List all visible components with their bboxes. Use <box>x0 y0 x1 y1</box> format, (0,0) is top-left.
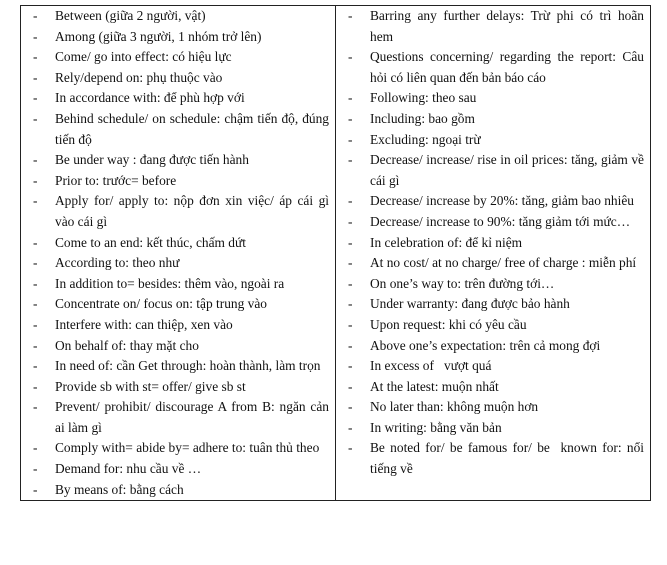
list-item <box>21 253 335 274</box>
list-item <box>21 438 335 459</box>
list-item <box>336 356 650 377</box>
right-column <box>336 6 655 501</box>
list-item <box>336 397 650 418</box>
bullet-dash: - <box>33 110 38 126</box>
bullet-dash: - <box>348 399 353 415</box>
list-item <box>21 68 335 89</box>
vocabulary-document <box>20 5 655 501</box>
list-item <box>21 27 335 48</box>
bullet-dash: - <box>348 255 353 271</box>
list-item <box>336 109 650 130</box>
vocab-entry: By means of: bằng cách <box>55 481 184 497</box>
list-item <box>21 88 335 109</box>
vocab-entry: Decrease/ increase to 90%: tăng giảm tới mức… <box>370 213 631 229</box>
vocab-entry: Including: bao gồm <box>370 110 475 126</box>
bullet-dash: - <box>348 358 353 374</box>
list-item <box>21 377 335 398</box>
bullet-dash: - <box>348 378 353 394</box>
list-item <box>21 47 335 68</box>
bullet-dash: - <box>348 419 353 435</box>
vocab-entry: In accordance with: để phù hợp với <box>55 90 245 106</box>
bullet-dash: - <box>348 234 353 250</box>
vocab-entry: Between (giữa 2 người, vật) <box>55 8 206 23</box>
bullet-dash: - <box>33 90 38 106</box>
bullet-dash: - <box>348 8 353 23</box>
vocab-entry: Come/ go into effect: có hiệu lực <box>55 49 232 65</box>
vocab-entry: In excess of vượt quá <box>370 358 492 374</box>
vocab-entry: In addition to= besides: thêm vào, ngoài ra <box>55 275 285 291</box>
bullet-dash: - <box>33 172 38 188</box>
left-column <box>21 6 336 501</box>
vocab-entry: In writing: bằng văn bản <box>370 419 502 435</box>
vocab-entry: Concentrate on/ focus on: tập trung vào <box>55 296 267 312</box>
vocab-entry: Apply for/ apply to: nộp đơn xin việc/ áp cái gì vào cái gì <box>55 193 333 229</box>
list-item <box>21 294 335 315</box>
bullet-dash: - <box>348 193 353 209</box>
vocab-entry: Come to an end: kết thúc, chấm dứt <box>55 234 246 250</box>
right-list <box>336 6 655 480</box>
bullet-dash: - <box>33 152 38 168</box>
bullet-dash: - <box>348 316 353 332</box>
bullet-dash: - <box>33 337 38 353</box>
list-item <box>21 356 335 377</box>
list-item <box>21 191 335 232</box>
list-item <box>21 274 335 295</box>
bullet-dash: - <box>33 316 38 332</box>
list-item <box>21 109 335 150</box>
list-item <box>336 377 650 398</box>
vocab-entry: Provide sb with st= offer/ give sb st <box>55 378 246 394</box>
bullet-dash: - <box>348 49 353 65</box>
left-list <box>21 6 335 500</box>
list-item <box>336 47 650 88</box>
bullet-dash: - <box>33 193 38 209</box>
bullet-dash: - <box>33 358 38 374</box>
vocab-entry: Among (giữa 3 người, 1 nhóm trở lên) <box>55 28 262 44</box>
bullet-dash: - <box>33 69 38 85</box>
vocab-entry: Following: theo sau <box>370 90 477 106</box>
list-item <box>336 336 650 357</box>
vocab-entry: At no cost/ at no charge/ free of charge : miễn phí <box>370 255 637 271</box>
list-item <box>21 397 335 438</box>
vocab-entry: Interfere with: can thiệp, xen vào <box>55 316 233 332</box>
list-item <box>336 253 650 274</box>
vocab-entry: Decrease/ increase by 20%: tăng, giảm bao nhiêu <box>370 193 634 209</box>
vocab-entry: Be noted for/ be famous for/ be known for: nổi tiếng về <box>370 440 648 477</box>
vocab-entry: Prevent/ prohibit/ discourage A from B: ngăn cản ai làm gì <box>55 399 333 435</box>
list-item <box>21 233 335 254</box>
vocab-entry: No later than: không muộn hơn <box>370 399 539 415</box>
list-item <box>21 315 335 336</box>
vocab-entry: On behalf of: thay mặt cho <box>55 337 199 353</box>
list-item <box>336 233 650 254</box>
vocab-entry: Decrease/ increase/ rise in oil prices: tăng, giảm về cái gì <box>370 152 648 188</box>
vocab-entry: Questions concerning/ regarding the report: Câu hỏi có liên quan đến bản báo cáo <box>370 49 648 85</box>
bullet-dash: - <box>348 296 353 312</box>
vocab-entry: Demand for: nhu cầu về … <box>55 461 202 477</box>
bullet-dash: - <box>33 378 38 394</box>
list-item <box>336 88 650 109</box>
bullet-dash: - <box>33 399 38 415</box>
list-item <box>336 6 655 47</box>
bullet-dash: - <box>348 90 353 106</box>
list-item <box>336 191 650 212</box>
vocab-entry: Prior to: trước= before <box>55 172 177 188</box>
bullet-dash: - <box>33 275 38 291</box>
bullet-dash: - <box>348 152 353 168</box>
vocab-entry: Barring any further delays: Trừ phi có trì hoãn hem <box>370 8 655 44</box>
bullet-dash: - <box>33 28 38 44</box>
vocab-entry: Rely/depend on: phụ thuộc vào <box>55 69 223 85</box>
list-item <box>21 459 335 480</box>
vocab-entry: Excluding: ngoại trừ <box>370 131 481 147</box>
bullet-dash: - <box>33 234 38 250</box>
list-item <box>336 212 650 233</box>
list-item <box>336 130 650 151</box>
list-item <box>21 6 335 27</box>
list-item <box>336 294 650 315</box>
vocab-entry: Upon request: khi có yêu cầu <box>370 316 527 332</box>
bullet-dash: - <box>33 461 38 477</box>
vocab-entry: At the latest: muộn nhất <box>370 378 499 394</box>
list-item <box>336 150 650 191</box>
vocab-entry: In celebration of: để kỉ niệm <box>370 234 523 250</box>
vocab-entry: On one’s way to: trên đường tới… <box>370 275 555 291</box>
bullet-dash: - <box>33 440 38 456</box>
list-item <box>336 438 650 479</box>
vocab-entry: Comply with= abide by= adhere to: tuân thủ theo <box>55 440 320 456</box>
bullet-dash: - <box>348 440 353 456</box>
vocab-entry: Above one’s expectation: trên cả mong đợi <box>370 337 601 353</box>
bullet-dash: - <box>33 481 38 497</box>
vocab-entry: According to: theo như <box>55 255 180 271</box>
vocab-entry: In need of: cần Get through: hoàn thành, làm trọn <box>55 358 321 374</box>
list-item <box>21 480 335 501</box>
bullet-dash: - <box>33 49 38 65</box>
bullet-dash: - <box>33 255 38 271</box>
list-item <box>336 418 650 439</box>
bullet-dash: - <box>348 275 353 291</box>
bullet-dash: - <box>33 8 38 23</box>
bullet-dash: - <box>33 296 38 312</box>
list-item <box>21 150 335 171</box>
bullet-dash: - <box>348 110 353 126</box>
list-item <box>21 336 335 357</box>
bullet-dash: - <box>348 337 353 353</box>
table-row <box>21 6 651 501</box>
vocab-entry: Under warranty: đang được bảo hành <box>370 296 570 312</box>
bullet-dash: - <box>348 213 353 229</box>
list-item <box>336 274 650 295</box>
vocab-entry: Behind schedule/ on schedule: chậm tiến độ, đúng tiến độ <box>55 110 333 147</box>
bullet-dash: - <box>348 131 353 147</box>
list-item <box>21 171 335 192</box>
vocabulary-table <box>20 5 655 501</box>
vocab-entry: Be under way : đang được tiến hành <box>55 152 249 168</box>
list-item <box>336 315 650 336</box>
